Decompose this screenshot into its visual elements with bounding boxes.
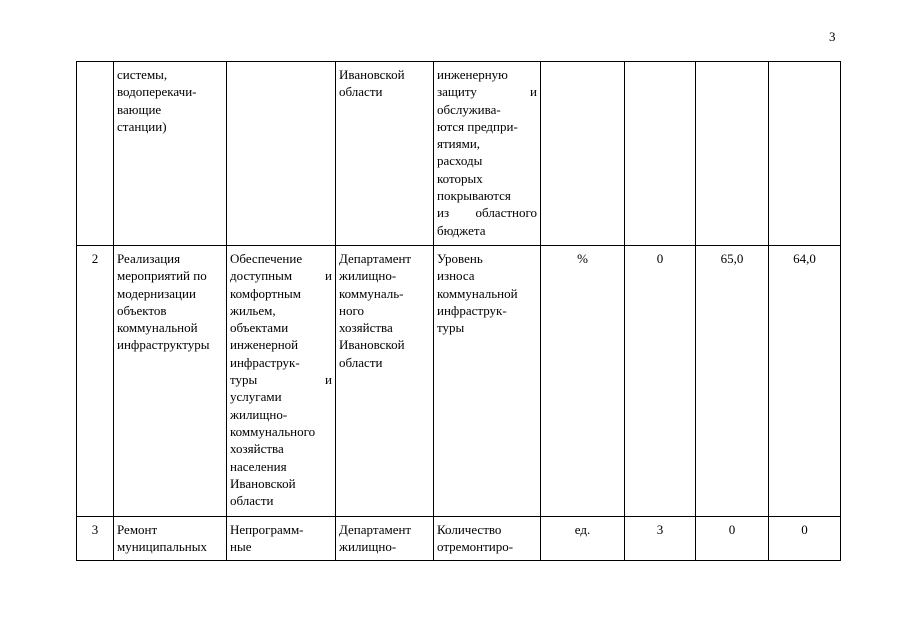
cell-line: Непрограмм-: [230, 522, 304, 537]
cell-line: Ивановской: [339, 337, 405, 353]
cell-line: ятиями,: [437, 136, 481, 152]
cell-word: доступным: [230, 268, 293, 284]
value-cell: 0: [696, 517, 769, 561]
cell-word: и: [325, 268, 332, 284]
cell-line: жилищно-: [230, 406, 288, 422]
cell-line: комфортным: [230, 285, 301, 301]
cell-line: коммуналь-: [339, 285, 404, 301]
cell-line: населения: [230, 458, 287, 474]
unit-cell: ед.: [541, 517, 625, 561]
executor-cell: [336, 517, 434, 561]
indicator-cell: [434, 246, 541, 517]
cell-line: области: [230, 493, 274, 509]
cell-word: туры: [230, 372, 258, 388]
cell-line: [230, 371, 332, 388]
goal-cell: [227, 517, 336, 561]
value-cell: 3: [625, 517, 696, 561]
cell-line: отремонтиро-: [437, 539, 514, 555]
cell-word: защиту: [437, 84, 477, 100]
table-row: [77, 517, 841, 561]
executor-cell: [336, 246, 434, 517]
row-number: 2: [77, 246, 114, 517]
cell-line: инженерной: [230, 337, 299, 353]
cell-line: [437, 83, 537, 100]
cell-word: областного: [475, 205, 537, 221]
cell-word: из: [437, 205, 450, 221]
cell-line: Уровень: [437, 251, 483, 266]
cell-line: которых: [437, 170, 483, 186]
cell-line: коммунальной: [437, 285, 518, 301]
executor-cell: [336, 62, 434, 246]
cell-line: коммунальной: [117, 320, 198, 336]
row-number: 3: [77, 517, 114, 561]
cell-word: и: [325, 372, 332, 388]
cell-line: бюджета: [437, 222, 486, 238]
cell-line: жилищно-: [339, 268, 397, 284]
cell-line: Обеспечение: [230, 251, 303, 266]
cell-line: покрываются: [437, 188, 511, 204]
cell-line: Количество: [437, 522, 502, 537]
value-cell: [696, 62, 769, 246]
unit-cell: %: [541, 246, 625, 517]
cell-line: жильем,: [230, 302, 276, 318]
cell-line: инфраструк-: [230, 354, 300, 370]
cell-line: Ремонт: [117, 522, 158, 537]
cell-line: системы,: [117, 67, 168, 82]
cell-line: [437, 204, 537, 221]
value-cell: 65,0: [696, 246, 769, 517]
cell-line: Департамент: [339, 251, 412, 266]
goal-cell: [227, 246, 336, 517]
indicator-cell: [434, 62, 541, 246]
cell-line: Реализация: [117, 251, 181, 266]
cell-line: Департамент: [339, 522, 412, 537]
value-cell: [625, 62, 696, 246]
cell-line: износа: [437, 268, 475, 284]
cell-line: инженерную: [437, 67, 508, 82]
cell-line: инфраструк-: [437, 302, 507, 318]
cell-word: и: [530, 84, 537, 100]
unit-cell: [541, 62, 625, 246]
cell-line: мероприятий по: [117, 268, 207, 284]
measure-name-cell: [114, 62, 227, 246]
cell-line: объектами: [230, 320, 289, 336]
row-number: [77, 62, 114, 246]
cell-line: области: [339, 84, 383, 100]
value-cell: [769, 62, 841, 246]
cell-line: области: [339, 354, 383, 370]
cell-line: хозяйства: [230, 441, 284, 457]
indicator-cell: [434, 517, 541, 561]
cell-line: ются предпри-: [437, 118, 518, 134]
value-cell: 64,0: [769, 246, 841, 517]
table-row: [77, 62, 841, 246]
cell-line: Ивановской: [230, 475, 296, 491]
cell-line: вающие: [117, 101, 162, 117]
cell-line: услугами: [230, 389, 282, 405]
cell-line: инфраструктуры: [117, 337, 210, 353]
page-number: 3: [829, 29, 836, 44]
cell-line: ные: [230, 539, 252, 555]
value-cell: 0: [769, 517, 841, 561]
cell-line: жилищно-: [339, 539, 397, 555]
cell-line: ного: [339, 302, 364, 318]
cell-line: коммунального: [230, 423, 316, 439]
cell-line: станции): [117, 118, 167, 134]
cell-line: [230, 267, 332, 284]
cell-line: муниципальных: [117, 539, 208, 555]
cell-line: обслужива-: [437, 101, 501, 117]
cell-line: расходы: [437, 153, 483, 169]
measure-name-cell: [114, 517, 227, 561]
cell-line: хозяйства: [339, 320, 393, 336]
cell-line: объектов: [117, 302, 167, 318]
cell-line: Ивановской: [339, 67, 405, 82]
cell-line: водоперекачи-: [117, 84, 197, 100]
value-cell: 0: [625, 246, 696, 517]
cell-line: модернизации: [117, 285, 196, 301]
measure-name-cell: [114, 246, 227, 517]
table-row: [77, 246, 841, 517]
cell-line: туры: [437, 320, 465, 336]
goal-cell: [227, 62, 336, 246]
program-table: [76, 61, 841, 561]
